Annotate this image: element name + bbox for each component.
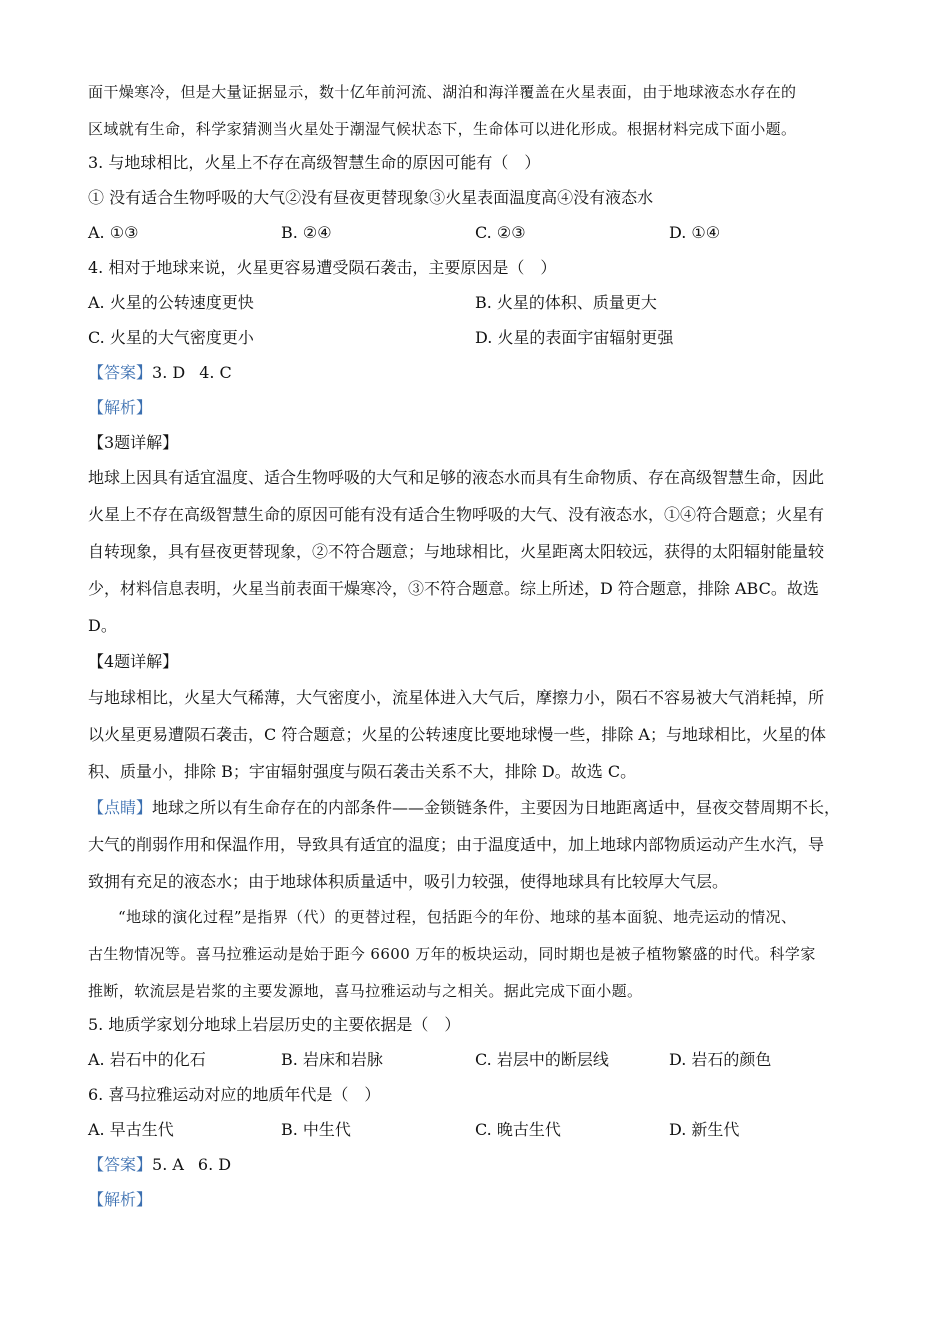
detail3-line: 自转现象，具有昼夜更替现象，②不符合题意；与地球相比，火星距离太阳较远，获得的太阳辐射能量较	[88, 542, 825, 561]
passage2-line2: 古生物情况等。喜马拉雅运动是始于距今 6600 万年的板块运动，同时期也是被子植物繁盛的时代。科学家	[88, 945, 816, 963]
passage2-line1: “地球的演化过程”是指界（代）的更替过程，包括距今的年份、地球的基本面貌、地壳运动的情况、	[118, 908, 797, 926]
q6-stem: 6. 喜马拉雅运动对应的地质年代是（ ）	[88, 1085, 381, 1104]
answer-2	[88, 1154, 231, 1176]
tip-line3: 致拥有充足的液态水；由于地球体积质量适中，吸引力较强，使得地球具有比较厚大气层。	[88, 872, 729, 891]
q3-option-a: A. ①③	[88, 223, 139, 242]
passage1-line1: 面干燥寒冷，但是大量证据显示，数十亿年前河流、湖泊和海洋覆盖在火星表面，由于地球液态水存在的	[88, 83, 797, 101]
detail3-line: D。	[88, 616, 117, 635]
q3-option-b: B. ②④	[281, 223, 332, 242]
q4-stem: 4. 相对于地球来说，火星更容易遭受陨石袭击，主要原因是（ ）	[88, 258, 557, 277]
answer-5: 5. A	[152, 1155, 184, 1174]
answer-label: 【答案】	[88, 1155, 153, 1174]
detail4-line: 以火星更易遭陨石袭击，C 符合题意；火星的公转速度比要地球慢一些，排除 A；与地球相比，火星的体	[88, 725, 826, 744]
q5-option-d: D. 岩石的颜色	[669, 1050, 772, 1069]
tip-line2: 大气的削弱作用和保温作用，导致具有适宜的温度；由于温度适中，加上地球内部物质运动产生水汽，导	[88, 835, 825, 854]
q5-stem: 5. 地质学家划分地球上岩层历史的主要依据是（ ）	[88, 1015, 461, 1034]
answer-3: 3. D	[152, 363, 186, 382]
q6-option-a: A. 早古生代	[88, 1120, 174, 1139]
detail3-title: 【3题详解】	[88, 433, 179, 452]
q4-option-c: C. 火星的大气密度更小	[88, 328, 254, 347]
detail4-line: 积、质量小，排除 B；宇宙辐射强度与陨石袭击关系不大，排除 D。故选 C。	[88, 762, 637, 781]
q5-option-b: B. 岩床和岩脉	[281, 1050, 383, 1069]
q3-option-c: C. ②③	[475, 223, 526, 242]
detail3-line: 火星上不存在高级智慧生命的原因可能有没有适合生物呼吸的大气、没有液态水，①④符合题意；火星有	[88, 505, 825, 524]
q4-option-b: B. 火星的体积、质量更大	[475, 293, 657, 312]
q5-option-a: A. 岩石中的化石	[88, 1050, 206, 1069]
q6-option-c: C. 晚古生代	[475, 1120, 561, 1139]
q6-option-d: D. 新生代	[669, 1120, 740, 1139]
q5-option-c: C. 岩层中的断层线	[475, 1050, 609, 1069]
q3-option-d: D. ①④	[669, 223, 721, 242]
q4-option-a: A. 火星的公转速度更快	[88, 293, 254, 312]
answer-1	[88, 362, 232, 384]
passage1-line2: 区域就有生命，科学家猜测当火星处于潮湿气候状态下，生命体可以进化形成。根据材料完成下面小题。	[88, 120, 797, 138]
analysis-label: 【解析】	[88, 1190, 153, 1209]
passage2-line3: 推断，软流层是岩浆的主要发源地，喜马拉雅运动与之相关。据此完成下面小题。	[88, 982, 643, 1000]
q4-option-d: D. 火星的表面宇宙辐射更强	[475, 328, 674, 347]
analysis-label: 【解析】	[88, 398, 153, 417]
tip-line1	[88, 797, 840, 819]
answer-6: 6. D	[197, 1155, 232, 1174]
tip-text: 地球之所以有生命存在的内部条件——金锁链条件，主要因为日地距离适中，昼夜交替周期不长，	[152, 798, 841, 817]
detail4-title: 【4题详解】	[88, 652, 179, 671]
tip-label: 【点睛】	[88, 798, 153, 817]
answer-4: 4. C	[199, 363, 232, 382]
detail4-line: 与地球相比，火星大气稀薄，大气密度小，流星体进入大气后，摩擦力小，陨石不容易被大气消耗掉，所	[88, 688, 825, 707]
detail3-line: 少，材料信息表明，火星当前表面干燥寒冷，③不符合题意。综上所述，D 符合题意，排除 ABC。故选	[88, 579, 819, 598]
q3-stem: 3. 与地球相比，火星上不存在高级智慧生命的原因可能有（ ）	[88, 153, 541, 172]
answer-label: 【答案】	[88, 363, 153, 382]
q3-statements: ① 没有适合生物呼吸的大气②没有昼夜更替现象③火星表面温度高④没有液态水	[88, 188, 654, 207]
detail3-line: 地球上因具有适宜温度、适合生物呼吸的大气和足够的液态水而具有生命物质、存在高级智慧生命，因此	[88, 468, 825, 487]
q6-option-b: B. 中生代	[281, 1120, 351, 1139]
